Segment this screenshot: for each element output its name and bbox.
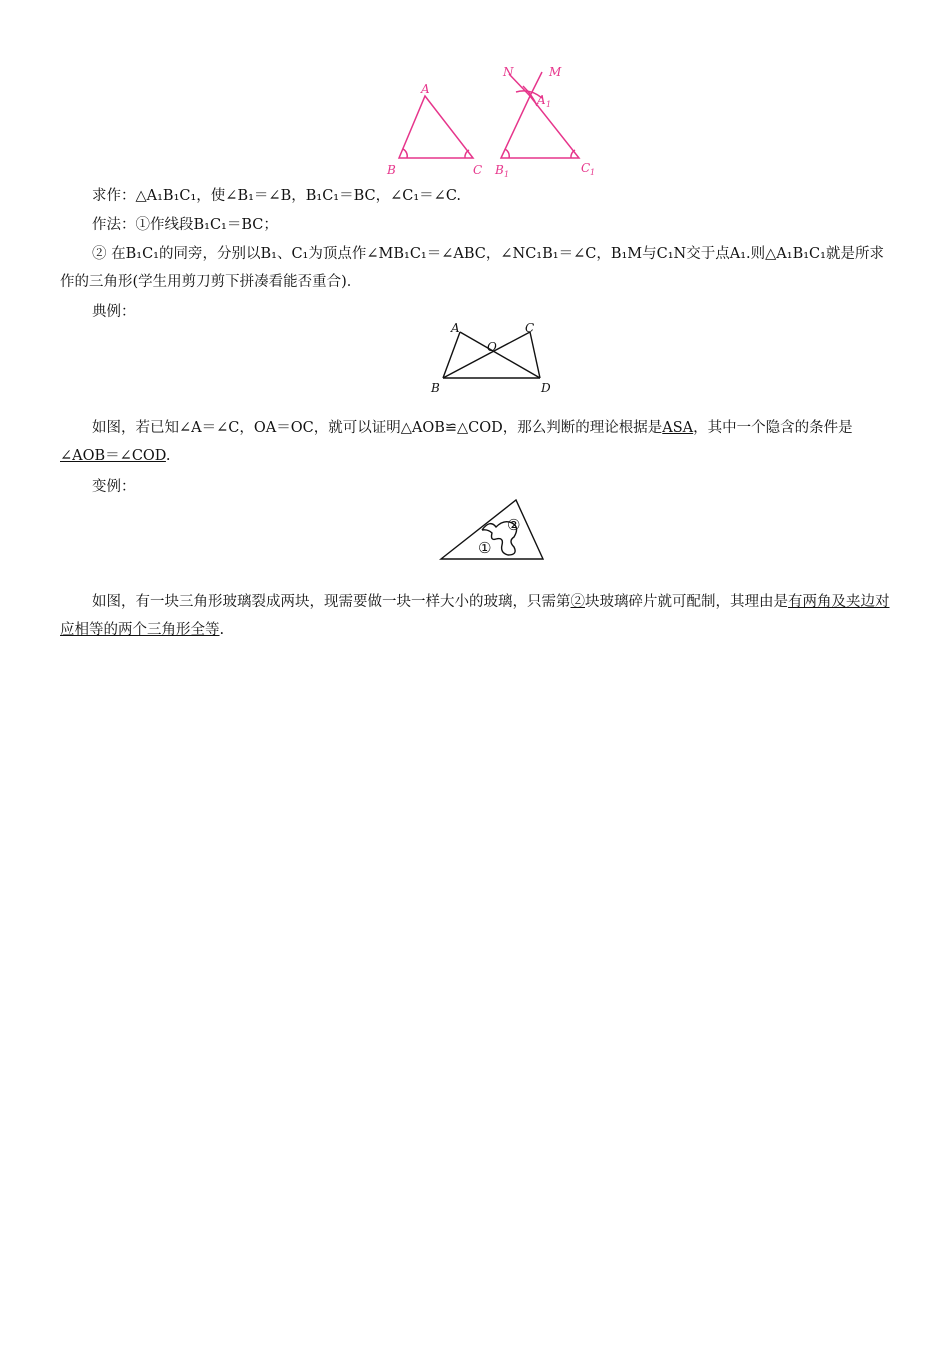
variant-paragraph <box>60 588 892 644</box>
glass-outline <box>441 500 543 559</box>
label-n: N <box>503 65 514 79</box>
label-m: M <box>549 65 562 79</box>
example-paragraph <box>60 414 892 470</box>
example-text-2: ，其中一个隐含的条件是 <box>693 420 853 436</box>
answer-hidden-condition: ∠AOB＝∠COD <box>60 448 166 464</box>
example-heading: 典例： <box>92 304 136 320</box>
label-b1-sub: 1 <box>504 170 510 179</box>
label-a: A <box>451 321 460 335</box>
label-d: D <box>541 381 551 395</box>
label-c: C <box>525 321 535 335</box>
segment-bc <box>443 332 530 378</box>
angle-c1-arc <box>571 150 575 158</box>
segment-cd <box>530 332 540 378</box>
requirement-line: 求作：△A₁B₁C₁，使∠B₁＝∠B，B₁C₁＝BC，∠C₁＝∠C. <box>92 188 462 204</box>
glass-figure <box>438 497 546 563</box>
label-c1-sub: 1 <box>590 168 596 177</box>
label-o: O <box>487 340 497 354</box>
label-a1-sub: 1 <box>546 100 552 109</box>
label-c: C <box>473 163 483 177</box>
variant-text-3: . <box>219 622 225 638</box>
label-a1: A <box>537 93 546 107</box>
variant-text-1: 如图，有一块三角形玻璃裂成两块，现需要做一块一样大小的玻璃，只需第 <box>92 594 571 610</box>
construction-figure <box>385 62 600 180</box>
piece1-label: ① <box>478 539 492 557</box>
answer-reason: 有两角及夹边对应相等的两个三角形全等 <box>60 594 890 638</box>
angle-c-arc <box>465 150 469 158</box>
label-b: B <box>387 163 396 177</box>
label-b1: B <box>495 163 504 177</box>
example-text-1: 如图，若已知∠A＝∠C，OA＝OC，就可以证明△AOB≌△COD，那么判断的理论根据是 <box>92 420 663 436</box>
triangle-abc <box>399 96 473 158</box>
segment-ad <box>460 332 540 378</box>
label-c1: C <box>581 161 591 175</box>
piece2-label: ② <box>507 516 521 534</box>
answer-asa: ASA <box>662 420 694 436</box>
method-step2: ② 在B₁C₁的同旁，分别以B₁、C₁为顶点作∠MB₁C₁＝∠ABC，∠NC₁B₁＝∠C，B₁M与C₁N交于点A₁.则△A₁B₁C₁就是所求作的三角形(学生用剪刀剪下拼凑看能否重合)． <box>60 246 884 290</box>
label-a: A <box>421 82 430 96</box>
method-step1: 作法：①作线段B₁C₁＝BC； <box>92 217 278 233</box>
variant-heading: 变例： <box>92 479 136 495</box>
label-b: B <box>431 381 440 395</box>
example-figure <box>425 320 560 398</box>
answer-piece: ② <box>570 594 585 610</box>
angle-b-arc <box>403 149 407 158</box>
variant-text-2: 块玻璃碎片就可配制，其理由是 <box>585 594 788 610</box>
example-text-3: . <box>165 448 171 464</box>
angle-b1-arc <box>505 149 509 158</box>
